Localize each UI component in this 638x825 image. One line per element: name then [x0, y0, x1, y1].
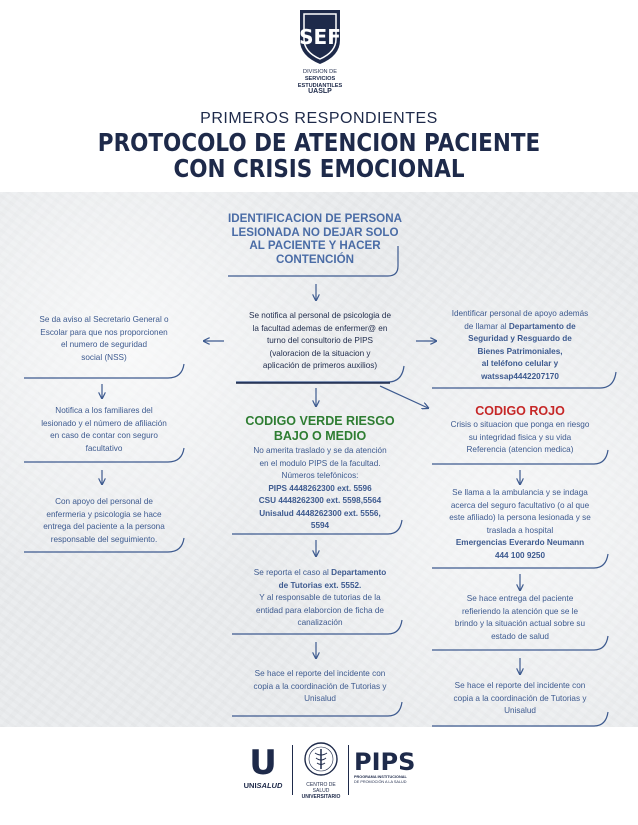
- red3-line-2: refieriendo la atención que se le: [461, 606, 579, 616]
- pips-caption-2: DE PROMOCIÓN A LA SALUD: [354, 780, 407, 784]
- left1-line-2: Escolar para que nos proporcionen: [40, 327, 168, 337]
- green2-line-2: [222, 580, 418, 593]
- unisalud-label-a: UNI: [243, 781, 257, 790]
- red-line-3: Referencia (atencion medica): [466, 445, 574, 454]
- footer: [0, 727, 638, 825]
- green2-line-1: [222, 567, 418, 580]
- right-line-1: Identificar personal de apoyo además: [451, 309, 589, 318]
- pips-logo: [354, 749, 414, 785]
- footer-divider-2: [348, 745, 349, 795]
- unisalud-label-b: SALUD: [256, 781, 283, 790]
- red2-line-5: Emergencias Everardo Neumann: [455, 538, 585, 547]
- logo-caption: [270, 69, 370, 96]
- left2-line-2: lesionado y el número de afiliación: [41, 418, 167, 428]
- green-line-2: en el modulo PIPS de la facultad.: [259, 458, 381, 468]
- center-box: [222, 310, 418, 373]
- right-line-2a: de llamar al: [464, 321, 509, 331]
- red-box-2: [424, 487, 616, 562]
- green-box-3: [222, 668, 418, 706]
- red-line-2: su integridad fisica y su vida: [468, 432, 572, 442]
- red3-line-3: brindo y la situación actual sobre su: [454, 619, 586, 628]
- top-box: [200, 212, 430, 266]
- green-line-1: No amerita traslado y se da atención: [253, 446, 387, 455]
- footer-divider-1: [292, 745, 293, 795]
- csu-seal-icon: [303, 741, 339, 777]
- top-line-4: CONTENCIÓN: [276, 252, 354, 266]
- red4-line-1: Se hace el reporte del incidente con: [454, 681, 586, 690]
- red4-line-2: copia a la coordinación de Tutorias y: [453, 693, 587, 703]
- green-phone-3: Unisalud 4448262300 ext. 5556,: [259, 508, 381, 518]
- subtitle: PRIMEROS RESPONDIENTES: [200, 110, 438, 127]
- green3-line-1: Se hace el reporte del incidente con: [254, 669, 386, 678]
- green3-line-3: Unisalud: [304, 694, 336, 703]
- left3-line-2: enfermeria y psicologia se hace: [46, 509, 162, 519]
- left1-line-1: Se da aviso al Secretario General o: [39, 315, 169, 324]
- left3-line-1: Con apoyo del personal de: [55, 497, 153, 506]
- right-line-3: Seguridad y Resguardo de: [468, 334, 572, 343]
- center-line-4: (valoracion de la situacion y: [269, 348, 371, 358]
- center-line-1: Se notifica al personal de psicologia de: [248, 311, 391, 320]
- left2-line-1: Notifica a los familiares del: [55, 406, 153, 415]
- left3-line-4: responsable del seguimiento.: [50, 534, 158, 544]
- left2-line-4: facultativo: [85, 443, 123, 453]
- red2-line-4: traslada a hospital: [486, 525, 554, 535]
- green2-line-2b: ext. 5552.: [324, 580, 362, 590]
- logo-caption-3: ESTUDIANTILES: [297, 82, 343, 89]
- unisalud-logo: [240, 745, 286, 790]
- red4-line-3: Unisalud: [504, 706, 536, 715]
- csu-label-1: CENTRO DE SALUD: [306, 782, 336, 794]
- right-line-6: watssap4442207170: [481, 371, 559, 381]
- title-line-2: CON CRISIS EMOCIONAL: [173, 154, 465, 183]
- left1-line-4: social (NSS): [81, 352, 127, 362]
- red-line-1: Crisis o situacion que ponga en riesgo: [450, 420, 590, 429]
- green-phone-4: 5594: [310, 521, 330, 530]
- red2-line-1: Se llama a la ambulancia y se indaga: [452, 488, 588, 497]
- left3-line-3: entrega del paciente a la persona: [43, 522, 165, 531]
- logo-caption-1: DIVISION DE: [303, 69, 337, 75]
- red2-line-2: acerca del seguro facultativo (o al que: [450, 500, 590, 510]
- header: [0, 0, 638, 192]
- logo-caption-4: UASLP: [308, 88, 332, 96]
- green2-line-1a: Se reporta el caso al: [253, 568, 332, 577]
- green-title-1: CODIGO VERDE RIESGO: [245, 414, 395, 428]
- green-phone-2: CSU 4448262300 ext. 5598,5564: [258, 496, 382, 505]
- csu-logo: [298, 741, 344, 800]
- red3-line-1: Se hace entrega del paciente: [466, 594, 574, 603]
- sef-logo-letters: SEF: [299, 25, 341, 49]
- center-line-2: la facultad ademas de enfermer@ en: [252, 323, 388, 333]
- green2-line-5: canalización: [297, 618, 343, 627]
- top-line-1: IDENTIFICACION DE PERSONA: [228, 212, 402, 225]
- red-box-1: [424, 404, 616, 457]
- unisalud-mark: U: [249, 743, 277, 783]
- center-line-5: aplicación de primeros auxilios): [262, 361, 378, 370]
- red-box-3: [424, 593, 616, 643]
- top-line-3: AL PACIENTE Y HACER: [249, 239, 381, 252]
- top-line-2: LESIONADA NO DEJAR SOLO: [231, 225, 399, 239]
- pips-caption-1: PROGRAMA INSTITUCIONAL: [354, 775, 407, 779]
- title-line-1: PROTOCOLO DE ATENCION PACIENTE: [97, 128, 541, 157]
- left-box-2: [14, 405, 194, 455]
- right-line-5: al teléfono celular y: [481, 359, 559, 368]
- red-box-4: [424, 680, 616, 718]
- green-title-2: BAJO O MEDIO: [273, 429, 367, 443]
- red2-line-6: 444 100 9250: [494, 550, 546, 560]
- green2-line-2a: de Tutorias: [278, 580, 325, 590]
- right-line-2b: Departamento de: [508, 321, 576, 331]
- left-box-1: [14, 314, 194, 364]
- right-top-box: [430, 308, 610, 383]
- red3-line-4: estado de salud: [491, 631, 549, 641]
- green-box-2: [222, 567, 418, 630]
- green2-line-1b: Departamento: [331, 568, 387, 577]
- green3-line-2: copia a la coordinación de Tutorias y: [253, 681, 387, 691]
- unisalud-label: [240, 781, 286, 790]
- right-line-4: Bienes Patrimoniales,: [477, 346, 563, 356]
- green-phone-1: PIPS 4448262300 ext. 5596: [268, 483, 372, 493]
- center-line-3: turno del consultorio de PIPS: [266, 336, 374, 345]
- left-box-3: [14, 496, 194, 546]
- green-line-3: Números telefónicos:: [281, 471, 359, 480]
- left2-line-3: en caso de contar con seguro: [50, 431, 158, 440]
- red2-line-3: este afiliado) la persona lesionada y se: [449, 513, 591, 522]
- logo-caption-2: SERVICIOS: [304, 75, 336, 82]
- pips-label: PIPS: [354, 748, 416, 776]
- right-line-2: [430, 321, 610, 334]
- sef-logo: [297, 6, 343, 66]
- green2-line-4: entidad para elaborcion de ficha de: [256, 605, 384, 615]
- red-title: CODIGO ROJO: [475, 404, 565, 418]
- green2-line-3: Y al responsable de tutorias de la: [259, 593, 381, 602]
- green-box-1: [222, 414, 418, 533]
- left1-line-3: el numero de seguridad: [60, 340, 148, 349]
- csu-label-2: UNIVERSITARIO: [301, 794, 341, 800]
